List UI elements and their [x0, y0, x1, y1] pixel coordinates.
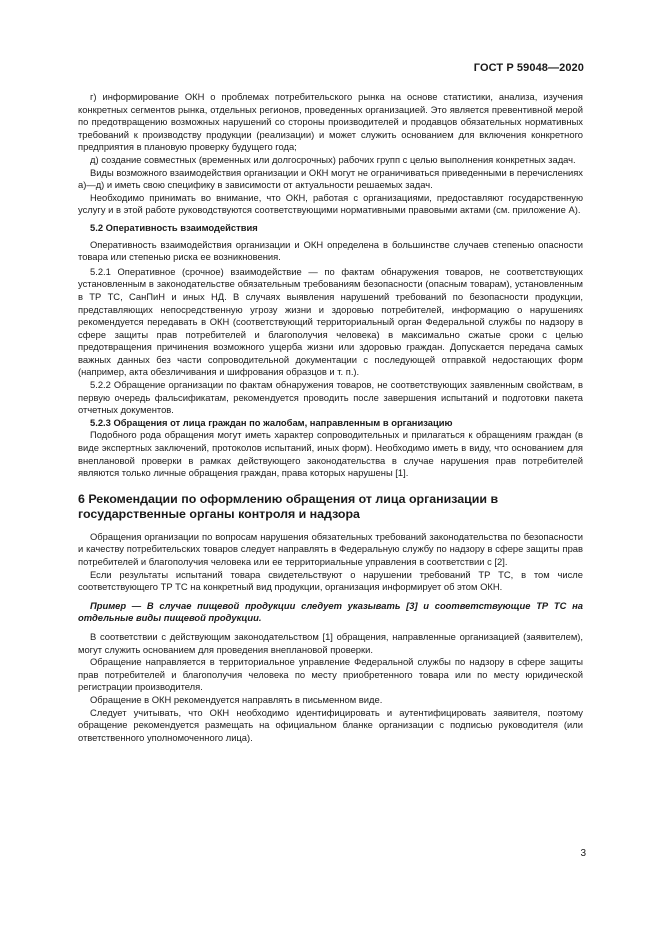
- chapter-6-example: Пример — В случае пищевой продукции следует указывать [3] и соответствующие ТР ТС на отдельные виды пищевой продукции.: [78, 599, 583, 624]
- clause-5-2-3-heading: 5.2.3 Обращения от лица граждан по жалобам, направленным в организацию: [90, 416, 453, 428]
- chapter-6-paragraph-4: Обращение направляется в территориальное управление Федеральной службы по надзору в сфере защиты прав потребителей и благополучия человека по месту приобретенного товара или по месту юридической регистрации производителя.: [78, 656, 583, 693]
- chapter-6-paragraph-6: Следует учитывать, что ОКН необходимо идентифицировать и аутентифицировать заявителя, поэтому обращение рекомендуется размещать на официальном бланке организации с подписью руководителя (или ответственного уполномоченного лица).: [78, 706, 583, 743]
- clause-5-2-3-body: Подобного рода обращения могут иметь характер сопроводительных и прилагаться к обращениям граждан (в виде экспертных заключений, протоколов испытаний, иных форм). Необходимо иметь в виду, что основанием для внеплановой проверки в рамках действующего законодательства в случае нарушения прав потребителей являются только личные обращения граждан, права которых нарушены [1].: [78, 429, 583, 479]
- paragraph-item-d: д) создание совместных (временных или долгосрочных) рабочих групп с целью выполнения конкретных задач.: [90, 153, 576, 165]
- chapter-6-paragraph-1: Обращения организации по вопросам нарушения обязательных требований законодательства по безопасности и качеству потребительских товаров следует направлять в Федеральную службу по надзору в сфере защиты прав потребителей и благополучия человека или ее территориальные управления в соответствии с [2].: [78, 530, 583, 567]
- paragraph-state-service: Необходимо принимать во внимание, что ОКН, работая с организациями, предоставляют государственную услугу и в этой работе руководствуются соответствующими нормативными правовыми актами (см. приложение А).: [78, 191, 583, 216]
- chapter-6-paragraph-5: Обращение в ОКН рекомендуется направлять в письменном виде.: [90, 693, 383, 705]
- paragraph-interaction-types: Виды возможного взаимодействия организации и ОКН могут не ограничиваться приведенными в перечислениях а)—д) и иметь свою специфику в зависимости от актуальности решаемых задач.: [78, 166, 583, 191]
- document-id-header: ГОСТ Р 59048—2020: [473, 62, 584, 74]
- clause-5-2-1: 5.2.1 Оперативное (срочное) взаимодействие — по фактам обнаружения товаров, не соответствующих установленным в законодательстве обязательным требованиям безопасности (опасным товарам), установленным в ТР ТС, СанПиН и иных НД. В случаях выявления нарушений требований по безопасности продукции, представляющих непосредственную угрозу жизни и здоровью потребителей, информацию о нарушениях рекомендуется передавать в ОКН (соответствующий территориальный орган Федеральной службы по надзору в сфере защиты прав потребителей и благополучия человека) в максимально сжатые сроки с целью предотвращения причинения возможного ущерба жизни или здоровью граждан. Допускается передача самых важных данных без части сопроводительной документации с последующей отправкой недостающих форм (например, акта обезличивания и шифрования образцов и т. п.).: [78, 265, 583, 378]
- section-5-2-intro: Оперативность взаимодействия организации и ОКН определена в большинстве случаев степенью опасности товара или степенью риска ее возникновения.: [78, 238, 583, 263]
- paragraph-item-g: г) информирование ОКН о проблемах потребительского рынка на основе статистики, анализа, изучения конкретных сегментов рынка, отдельных регионов, проведенных организацией. Это является превентивной мерой по предотвращению возможных нарушений со стороны производителей и продавцов обязательных нормативных требований к производству продукции (реализации) и может служить основанием для включения конкретного предприятия в плановую проверку будущего года;: [78, 91, 583, 153]
- document-body: [78, 91, 583, 744]
- page-number: 3: [580, 848, 586, 859]
- clause-5-2-2: 5.2.2 Обращение организации по фактам обнаружения товаров, не соответствующих заявленным свойствам, в первую очередь фальсификатам, рекомендуется проводить после завершения испытаний и подготовки пакета отчетных документов.: [78, 379, 583, 416]
- chapter-6-heading: 6 Рекомендации по оформлению обращения от лица организации в государственные органы контроля и надзора: [78, 491, 499, 522]
- section-5-2-heading: 5.2 Оперативность взаимодействия: [90, 221, 258, 233]
- chapter-6-paragraph-3: В соответствии с действующим законодательством [1] обращения, направленные организацией (заявителем), могут служить основанием для проведения внеплановой проверки.: [78, 630, 583, 655]
- chapter-6-paragraph-2: Если результаты испытаний товара свидетельствуют о нарушении требований ТР ТС, в том числе соответствующего ТР ТС на конкретный вид продукции, организация информирует об этом ОКН.: [78, 568, 583, 593]
